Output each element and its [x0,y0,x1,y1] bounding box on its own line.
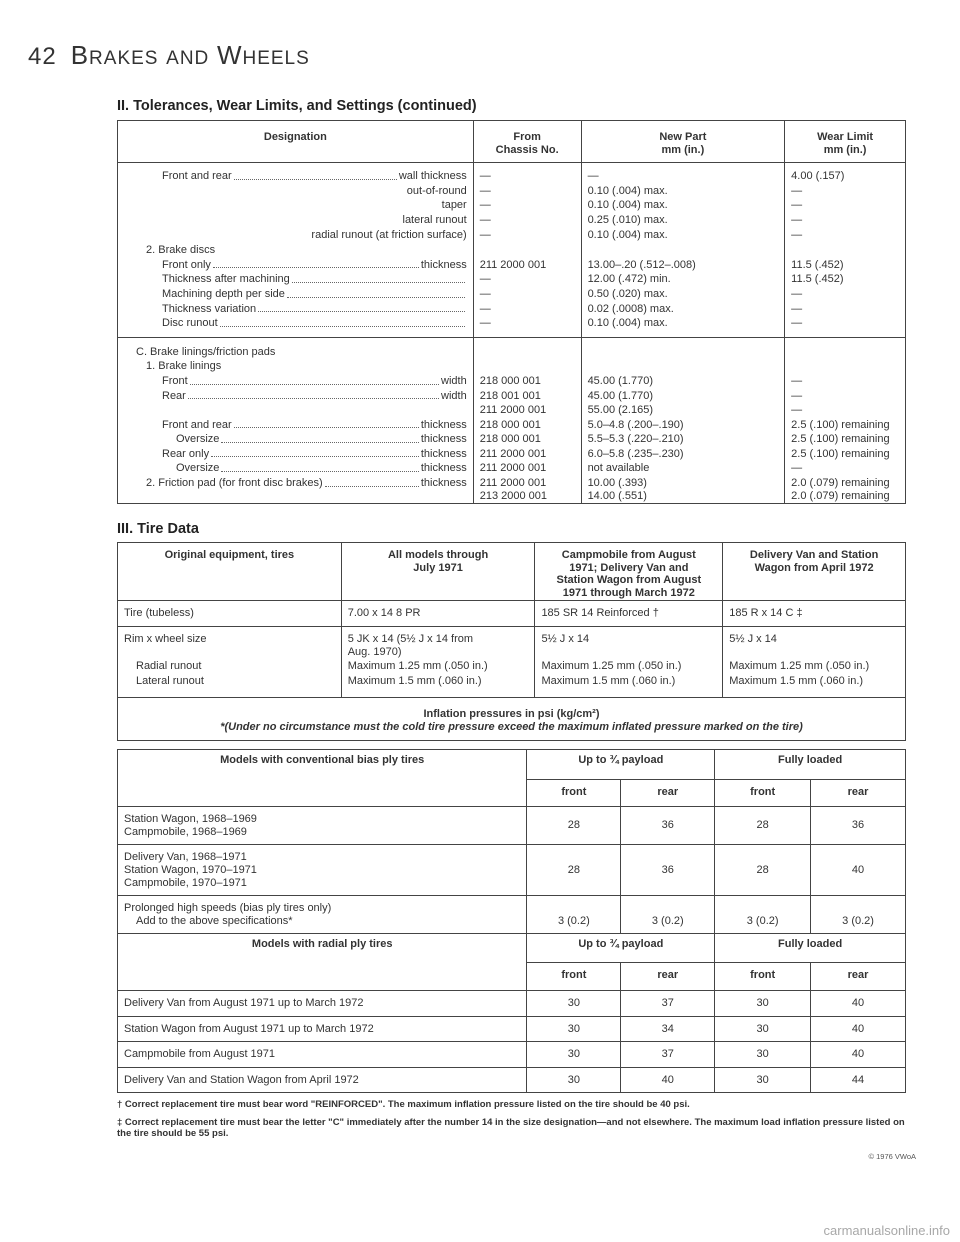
dot-leader [325,477,419,487]
chassis-cell: 218 000 001 [473,418,581,433]
pressure-value: 44 [851,1073,865,1086]
tolerance-subheading: 2. Brake discs [118,242,474,258]
chassis-cell: 218 000 001 [473,374,581,389]
pressure-row [118,807,906,845]
designation-measure: thickness [420,258,467,271]
pressure-value: 40 [851,1022,865,1035]
rim-value-1a: 5 JK x 14 (5½ J x 14 from [347,632,474,645]
designation-cell [118,198,474,213]
designation-cell [118,403,474,418]
designation-text: Machining depth per side [162,287,285,300]
new-part-cell: 0.25 (.010) max. [581,213,785,228]
model-line: Campmobile, 1968–1969 [124,825,247,838]
new-part-cell: not available [581,461,785,476]
model-line: Add to the above specifications* [136,914,293,927]
front-header: front [527,779,621,807]
pressure-value: 30 [715,1042,811,1068]
designation-text: Disc runout [162,317,218,330]
designation-measure: taper [441,199,467,212]
lateral-runout-1: Maximum 1.5 mm (.060 in.) [341,674,535,698]
designation-cell [118,287,474,302]
chassis-cell [473,476,581,504]
inflation-note [118,698,906,740]
designation-cell [118,302,474,317]
pressure-value: 3 (0.2) [842,914,874,927]
chassis-cell: — [473,184,581,199]
pressure-value: 40 [851,1048,865,1061]
designation-text: Front only [162,258,211,271]
model-line: Delivery Van from August 1971 up to March 1972 [124,997,364,1010]
tire-col-original: Original equipment, tires [118,543,342,601]
tolerance-heading-row [118,242,906,258]
pressure-value: 30 [527,1042,621,1068]
pressure-group-header [118,934,906,963]
designation-text: Front [162,374,188,387]
tire-table [117,542,906,741]
title-letter-b: B [70,40,90,70]
pressure-value: 36 [851,819,865,832]
tire-value-2: 185 SR 14 Reinforced † [535,601,723,627]
col-designation: Designation [118,121,474,163]
dot-leader [292,273,465,283]
new-part-cell [581,242,785,258]
new-part-cell: 55.00 (2.165) [581,403,785,418]
dot-leader [164,185,405,195]
designation-text: 2. Friction pad (for front disc brakes) [146,477,323,490]
tolerance-row [118,418,906,433]
new-part-cell-line2: 14.00 (.551) [587,489,647,502]
col-wear-limit [785,121,906,163]
new-part-cell: — [581,169,785,184]
model-cell [118,1016,527,1042]
tolerance-row [118,461,906,476]
tolerance-row [118,198,906,213]
tolerance-heading-row [118,359,906,374]
new-part-cell: 45.00 (1.770) [581,374,785,389]
model-line: Delivery Van, 1968–1971 [124,851,247,864]
tire-col-campmobile [535,543,723,601]
tire-col3-line3: Station Wagon from August [556,574,702,587]
pressure-value: 40 [851,863,865,876]
tire-col3-line2: 1971; Delivery Van and [569,561,689,574]
title-letter-w: W [216,40,243,70]
tolerance-row [118,213,906,228]
pressure-value: 40 [851,997,865,1010]
pressure-row [118,1016,906,1042]
wear-limit-cell: — [791,228,803,241]
pressure-value: 28 [527,807,621,845]
lateral-runout-3: Maximum 1.5 mm (.060 in.) [729,674,864,687]
page-header [28,40,310,71]
wear-limit-cell [785,359,906,374]
chassis-cell [473,359,581,374]
model-line: Station Wagon, 1970–1971 [124,863,257,876]
new-part-cell [581,337,785,359]
lateral-runout-label: Lateral runout [118,674,342,698]
rim-value-2: 5½ J x 14 [535,626,723,659]
chassis-cell [473,242,581,258]
pressure-value: 36 [621,845,715,896]
col-chassis-line2: Chassis No. [495,143,559,156]
section-ii-title: II. Tolerances, Wear Limits, and Settings (continued) [117,98,477,114]
chassis-cell: 218 001 001 [473,389,581,404]
new-part-cell: 0.50 (.020) max. [581,287,785,302]
new-part-cell: 6.0–5.8 (.235–.230) [581,447,785,462]
fully-loaded-header: Fully loaded [715,934,906,963]
chassis-cell: — [473,213,581,228]
designation-cell [118,461,474,476]
dot-leader [221,433,418,443]
pressure-value: 3 (0.2) [527,896,621,934]
tire-label: Tire (tubeless) [118,601,342,627]
new-part-cell: 12.00 (.472) min. [581,272,785,287]
wear-limit-cell: 2.5 (.100) remaining [791,433,890,446]
new-part-cell: 0.10 (.004) max. [581,184,785,199]
radial-runout-1: Maximum 1.25 mm (.050 in.) [341,659,535,674]
up-to-payload-header: Up to ¾ payload [527,750,715,780]
designation-measure: lateral runout [402,213,467,226]
rear-header: rear [621,779,715,807]
rim-value-1b: Aug. 1970) [347,645,402,658]
chassis-cell: — [473,287,581,302]
dot-leader [190,375,439,385]
tire-header-row [118,543,906,601]
watermark: carmanualsonline.info [823,1223,950,1238]
tire-row-radial-runout [118,659,906,674]
wear-limit-cell: 11.5 (.452) [791,258,844,271]
pressure-row [118,1067,906,1093]
wear-limit-cell-line2: 2.0 (.079) remaining [791,489,890,502]
designation-cell [118,432,474,447]
new-part-cell [581,476,785,504]
col-new-part [581,121,785,163]
chassis-cell: 211 2000 001 [473,403,581,418]
model-cell [118,807,527,845]
chassis-cell: — [473,302,581,317]
new-part-cell: 45.00 (1.770) [581,389,785,404]
model-cell [118,1067,527,1093]
chassis-cell: 211 2000 001 [473,447,581,462]
copyright: © 1976 VWoA [868,1152,916,1161]
col-new-line2: mm (in.) [661,143,705,156]
front-header: front [715,779,811,807]
col-wear-line2: mm (in.) [823,143,867,156]
dot-leader [213,259,419,269]
designation-measure: out-of-round [406,184,467,197]
col-chassis-line1: From [513,131,541,143]
new-part-cell: 13.00–.20 (.512–.008) [581,258,785,273]
tolerance-row [118,389,906,404]
tire-row-lateral-runout [118,674,906,698]
tolerance-row [118,432,906,447]
tire-col2-line1: All models through [387,549,489,561]
model-cell [118,896,527,934]
pressure-value: 28 [715,807,811,845]
dot-leader [164,214,401,224]
designation-cell [118,316,474,331]
chassis-cell: 218 000 001 [473,432,581,447]
page-number: 42 [28,43,57,70]
tolerance-row [118,316,906,331]
tire-col2-line2: July 1971 [413,561,463,574]
pressure-row [118,991,906,1017]
designation-measure: width [441,389,467,402]
designation-text: Thickness variation [162,302,257,315]
designation-measure: thickness [420,447,467,460]
designation-text: Thickness after machining [162,273,290,286]
footnote-reinforced: † Correct replacement tire must bear word "REINFORCED". The maximum inflation pressure listed on the tire should be 40 psi. [117,1099,690,1110]
designation-measure: width [441,374,467,387]
designation-cell [118,184,474,199]
model-line: Delivery Van and Station Wagon from April 1972 [124,1073,359,1086]
tolerances-table [117,120,906,504]
tolerance-heading-row [118,337,906,359]
pressure-value: 40 [621,1067,715,1093]
new-part-cell [581,359,785,374]
tolerance-row [118,302,906,317]
designation-measure: thickness [420,418,467,431]
chassis-cell-line1: 211 2000 001 [479,477,547,490]
model-line: Station Wagon from August 1971 up to March 1972 [124,1022,374,1035]
wear-limit-cell: — [791,389,803,402]
tire-col4-line1: Delivery Van and Station [749,549,879,561]
front-header: front [715,963,811,991]
tire-row-tubeless [118,601,906,627]
new-part-cell: 5.5–5.3 (.220–.210) [581,432,785,447]
model-cell [118,845,527,896]
pressure-row [118,1042,906,1068]
inflation-title: Inflation pressures in psi (kg/cm²) [423,708,600,721]
new-part-cell: 5.0–4.8 (.200–.190) [581,418,785,433]
pressure-table [117,749,906,1093]
wear-limit-cell [785,476,906,504]
pressure-value: 3 (0.2) [621,896,715,934]
designation-cell [118,169,474,184]
designation-text: Rear [162,389,186,402]
tire-col3-line4: 1971 through March 1972 [562,586,695,599]
tire-value-3: 185 R x 14 C ‡ [729,607,803,620]
wear-limit-cell [785,337,906,359]
friction-pad-row [118,476,906,504]
rim-label: Rim x wheel size [118,626,342,659]
designation-text: Front and rear [162,418,232,431]
tolerance-row [118,403,906,418]
col-chassis [473,121,581,163]
dot-leader [164,229,309,239]
dot-leader [220,317,465,327]
designation-measure: radial runout (at friction surface) [311,228,467,241]
dot-leader [287,288,465,298]
title-rakes: RAKES [89,48,159,69]
chassis-cell: — [473,228,581,243]
tolerance-row [118,272,906,287]
model-line: Prolonged high speeds (bias ply tires only) [124,902,332,915]
pressure-value: 30 [527,1067,621,1093]
tire-col-april-1972 [723,543,906,601]
pressure-group-title: Models with conventional bias ply tires [118,750,527,807]
wear-limit-cell: 2.5 (.100) remaining [791,418,890,431]
tolerances-body [118,163,906,504]
tire-col4-line2: Wagon from April 1972 [754,561,874,574]
pressure-body [118,750,906,1093]
model-line: Campmobile from August 1971 [124,1048,276,1061]
radial-runout-label: Radial runout [118,659,342,674]
wear-limit-cell: — [791,199,803,212]
chassis-cell-line2: 213 2000 001 [479,489,548,502]
title-and: AND [166,48,210,69]
wear-limit-cell: — [791,184,803,197]
designation-measure: thickness [420,462,467,475]
pressure-group-title: Models with radial ply tires [118,934,527,991]
chassis-cell [473,337,581,359]
dot-leader [258,303,465,313]
section-iii-title: III. Tire Data [117,521,199,537]
tolerance-subheading: 1. Brake linings [118,359,474,374]
rear-header: rear [847,969,869,982]
front-header: front [527,963,621,991]
tolerance-row [118,447,906,462]
tolerances-header-row [118,121,906,163]
designation-cell [118,258,474,273]
wear-limit-cell: 4.00 (.157) [791,170,845,183]
designation-cell [118,447,474,462]
pressure-value: 30 [715,1016,811,1042]
pressure-value: 37 [621,991,715,1017]
col-wear-line1: Wear Limit [817,131,874,143]
designation-cell [118,418,474,433]
lateral-runout-2: Maximum 1.5 mm (.060 in.) [535,674,723,698]
rim-value-1 [341,626,535,659]
pressure-row [118,896,906,934]
pressure-value: 3 (0.2) [715,896,811,934]
chassis-cell: — [473,272,581,287]
new-part-cell: 0.10 (.004) max. [581,228,785,243]
tolerance-row [118,258,906,273]
designation-text: Front and rear [162,170,232,183]
tolerance-row [118,228,906,243]
inflation-note-row [118,698,906,740]
chassis-cell: — [473,198,581,213]
pressure-row [118,845,906,896]
chassis-cell: — [473,316,581,331]
designation-text: Oversize [176,462,220,475]
designation-text: Oversize [176,433,220,446]
dot-leader [234,170,397,180]
model-line: Campmobile, 1970–1971 [124,876,247,889]
wear-limit-cell [785,242,906,258]
wear-limit-cell: — [791,213,803,226]
rear-header: rear [847,785,869,798]
tire-col3-line1: Campmobile from August [561,549,696,561]
new-part-cell: 0.02 (.0008) max. [581,302,785,317]
tolerance-subheading: C. Brake linings/friction pads [118,337,474,359]
designation-cell [118,228,474,243]
designation-cell [118,272,474,287]
wear-limit-cell: — [791,462,803,475]
tolerance-row [118,287,906,302]
dot-leader [221,462,418,472]
new-part-cell: 0.10 (.004) max. [581,316,785,331]
chassis-cell: — [473,169,581,184]
pressure-value: 30 [527,1016,621,1042]
tire-col-through-1971 [341,543,535,601]
radial-runout-2: Maximum 1.25 mm (.050 in.) [535,659,723,674]
designation-measure: wall thickness [398,170,467,183]
chassis-cell: 211 2000 001 [473,461,581,476]
tolerance-row [118,184,906,199]
pressure-value: 30 [715,1067,811,1093]
designation-cell [118,389,474,404]
designation-cell [118,374,474,389]
up-to-payload-header: Up to ¾ payload [527,934,715,963]
pressure-value: 28 [715,845,811,896]
title-heels: HEELS [242,48,310,69]
radial-runout-3: Maximum 1.25 mm (.050 in.) [729,660,870,673]
wear-limit-cell-line1: 2.0 (.079) remaining [791,477,890,490]
wear-limit-cell: — [791,302,803,315]
dot-leader [234,419,419,429]
model-cell [118,991,527,1017]
designation-measure: thickness [420,477,467,490]
dot-leader [211,448,419,458]
pressure-value: 28 [527,845,621,896]
rear-header: rear [621,963,715,991]
tire-row-rim [118,626,906,659]
tire-value-1: 7.00 x 14 8 PR [341,601,535,627]
pressure-value: 30 [715,991,811,1017]
tolerance-row [118,374,906,389]
pressure-group-header [118,750,906,780]
tolerance-row [118,169,906,184]
designation-text: Rear only [162,447,210,460]
wear-limit-cell: — [791,374,803,387]
wear-limit-cell: — [791,404,803,417]
inflation-warning: *(Under no circumstance must the cold tire pressure exceed the maximum inflated pressure marked on the tire) [220,720,803,733]
new-part-cell: 0.10 (.004) max. [581,198,785,213]
col-new-line1: New Part [659,131,707,143]
designation-cell [118,213,474,228]
model-line: Station Wagon, 1968–1969 [124,813,257,826]
designation-cell [118,476,474,504]
wear-limit-cell: 11.5 (.452) [791,273,844,286]
new-part-cell-line1: 10.00 (.393) [587,477,647,490]
footnote-c-letter: ‡ Correct replacement tire must bear the letter "C" immediately after the number 14 in the size designation—and not elsewhere. The maximum load inflation pressure listed on the tire should be 55 psi. [117,1117,905,1139]
pressure-value: 34 [621,1016,715,1042]
pressure-value: 36 [621,807,715,845]
fully-loaded-header: Fully loaded [715,750,906,780]
model-cell [118,1042,527,1068]
dot-leader [188,390,439,400]
wear-limit-cell: 2.5 (.100) remaining [791,447,890,460]
wear-limit-cell: — [791,287,803,300]
pressure-value: 37 [621,1042,715,1068]
designation-measure: thickness [420,433,467,446]
rim-value-3: 5½ J x 14 [729,632,777,645]
pressure-value: 30 [527,991,621,1017]
chassis-cell: 211 2000 001 [473,258,581,273]
wear-limit-cell: — [791,317,803,330]
dot-leader [164,199,440,209]
